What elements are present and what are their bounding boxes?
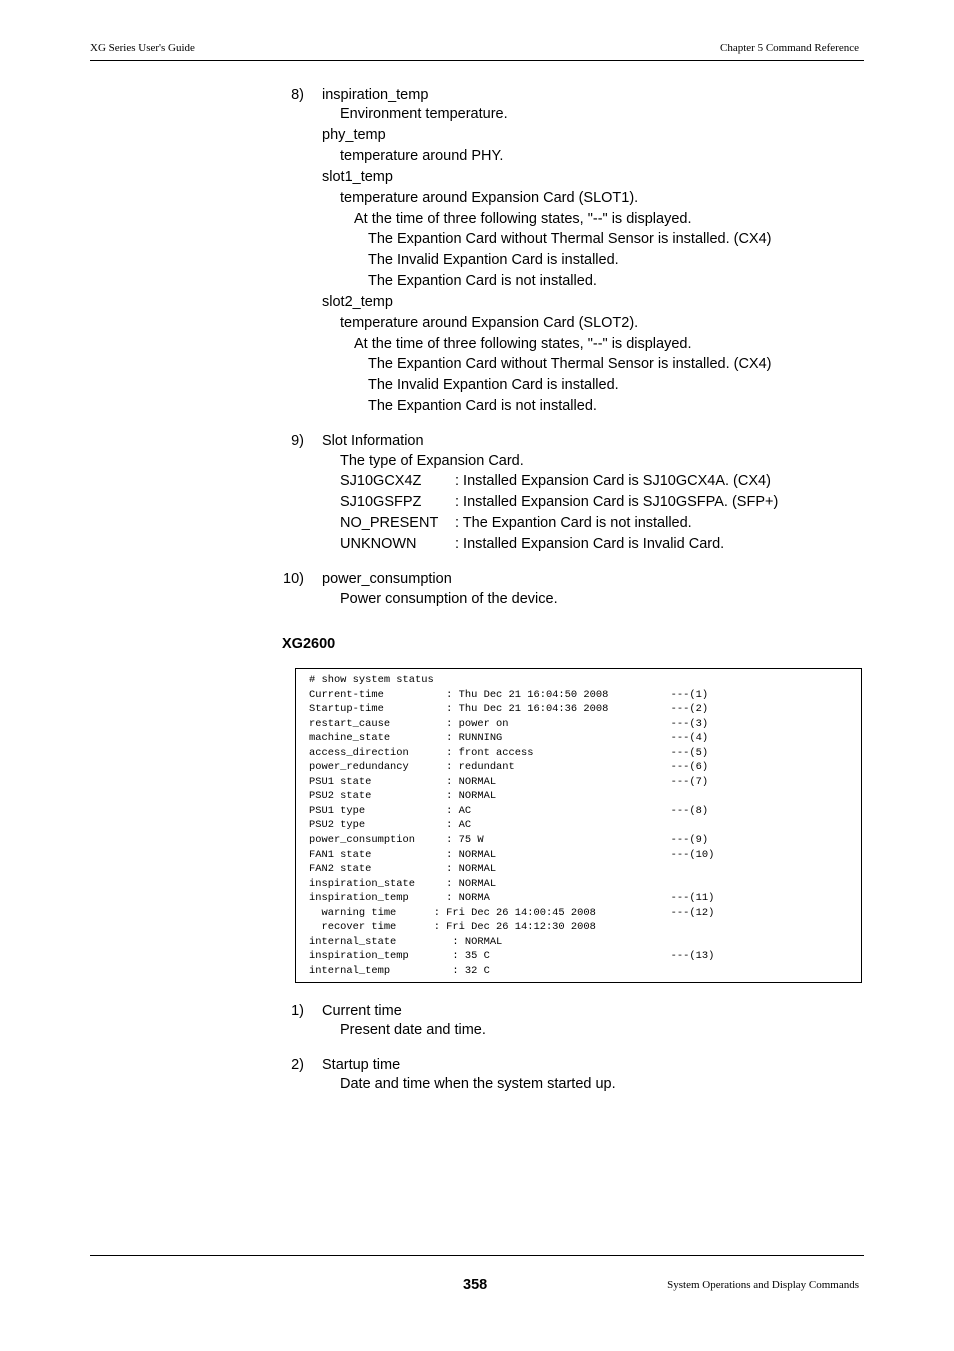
item-phy-temp-desc: temperature around PHY.: [340, 148, 504, 164]
command-output-box: [295, 668, 862, 983]
slot2-states-intro: At the time of three following states, "--" is displayed.: [354, 336, 692, 352]
power-consumption-desc: Power consumption of the device.: [340, 591, 558, 607]
item-slot1-temp-desc: temperature around Expansion Card (SLOT1).: [340, 190, 639, 206]
slot-info-key: UNKNOWN: [340, 536, 417, 552]
slot-info-value: : The Expantion Card is not installed.: [455, 515, 692, 531]
current-time-label: Current time: [322, 1003, 402, 1019]
current-time-desc: Present date and time.: [340, 1022, 486, 1038]
slot-info-value: : Installed Expansion Card is Invalid Card.: [455, 536, 725, 552]
item-8-number: 8): [291, 87, 304, 103]
page-number: 358: [463, 1277, 488, 1293]
item-phy-temp-label: phy_temp: [322, 127, 386, 143]
item-10-number: 10): [283, 571, 304, 587]
section-heading-xg2600: XG2600: [282, 636, 336, 652]
startup-time-desc: Date and time when the system started up.: [340, 1076, 616, 1092]
slot-info-value: : Installed Expansion Card is SJ10GSFPA. (SFP+): [455, 494, 779, 510]
slot-info-desc: The type of Expansion Card.: [340, 453, 524, 469]
slot-info-value: : Installed Expansion Card is SJ10GCX4A. (CX4): [455, 473, 771, 489]
slot2-state-line: The Invalid Expantion Card is installed.: [368, 377, 619, 393]
slot2-state-line: The Expantion Card without Thermal Sensor is installed. (CX4): [368, 356, 772, 372]
slot-info-key: NO_PRESENT: [340, 515, 439, 531]
item-slot1-temp-label: slot1_temp: [322, 169, 393, 185]
slot1-state-line: The Invalid Expantion Card is installed.: [368, 252, 619, 268]
power-consumption-label: power_consumption: [322, 571, 452, 587]
header-rule: [90, 60, 864, 61]
footer-rule: [90, 1255, 864, 1256]
slot-info-label: Slot Information: [322, 433, 424, 449]
item-9-number: 9): [291, 433, 304, 449]
item-inspiration-temp-desc: Environment temperature.: [340, 106, 508, 122]
startup-time-label: Startup time: [322, 1057, 401, 1073]
after-item-2-number: 2): [291, 1057, 304, 1073]
slot1-state-line: The Expantion Card is not installed.: [368, 273, 597, 289]
slot-info-key: SJ10GSFPZ: [340, 494, 422, 510]
item-slot2-temp-desc: temperature around Expansion Card (SLOT2).: [340, 315, 639, 331]
slot1-states-intro: At the time of three following states, "--" is displayed.: [354, 211, 692, 227]
slot-info-key: SJ10GCX4Z: [340, 473, 422, 489]
header-guide-title: XG Series User's Guide: [90, 42, 195, 54]
after-item-1-number: 1): [291, 1003, 304, 1019]
slot1-state-line: The Expantion Card without Thermal Sensor is installed. (CX4): [368, 231, 772, 247]
footer-section-title: System Operations and Display Commands: [667, 1279, 859, 1291]
item-slot2-temp-label: slot2_temp: [322, 294, 393, 310]
header-chapter-title: Chapter 5 Command Reference: [720, 42, 859, 54]
command-output-text: # show system status Current-time : Thu Dec 21 16:04:50 2008 ---(1) Startup-time : Thu Dec 21 16:04:36 2008 ---(2) restart_cause : power on ---(3) machine_state : RUNNING ---(4) access_direction : front access ---(5) power_redundancy : redundant ---(6) PSU1 state : NORMAL ---(7) PSU2 state : NORMAL PSU1 type : AC ---(8) PSU2 type : AC power_consumption : 75 W ---(9) FAN1 state : NORMAL ---(10) FAN2 state : NORMAL inspiration_state : NORMAL inspiration_temp : NORMA ---(11) warning time : Fri Dec 26 14:00:45 2008 ---(12) recover time : Fri Dec 26 14:12:30 2008 internal_state : NORMAL inspiration_temp : 35 C ---(13) internal_temp : 32 C: [309, 674, 715, 977]
item-inspiration-temp-label: inspiration_temp: [322, 87, 429, 103]
slot2-state-line: The Expantion Card is not installed.: [368, 398, 597, 414]
